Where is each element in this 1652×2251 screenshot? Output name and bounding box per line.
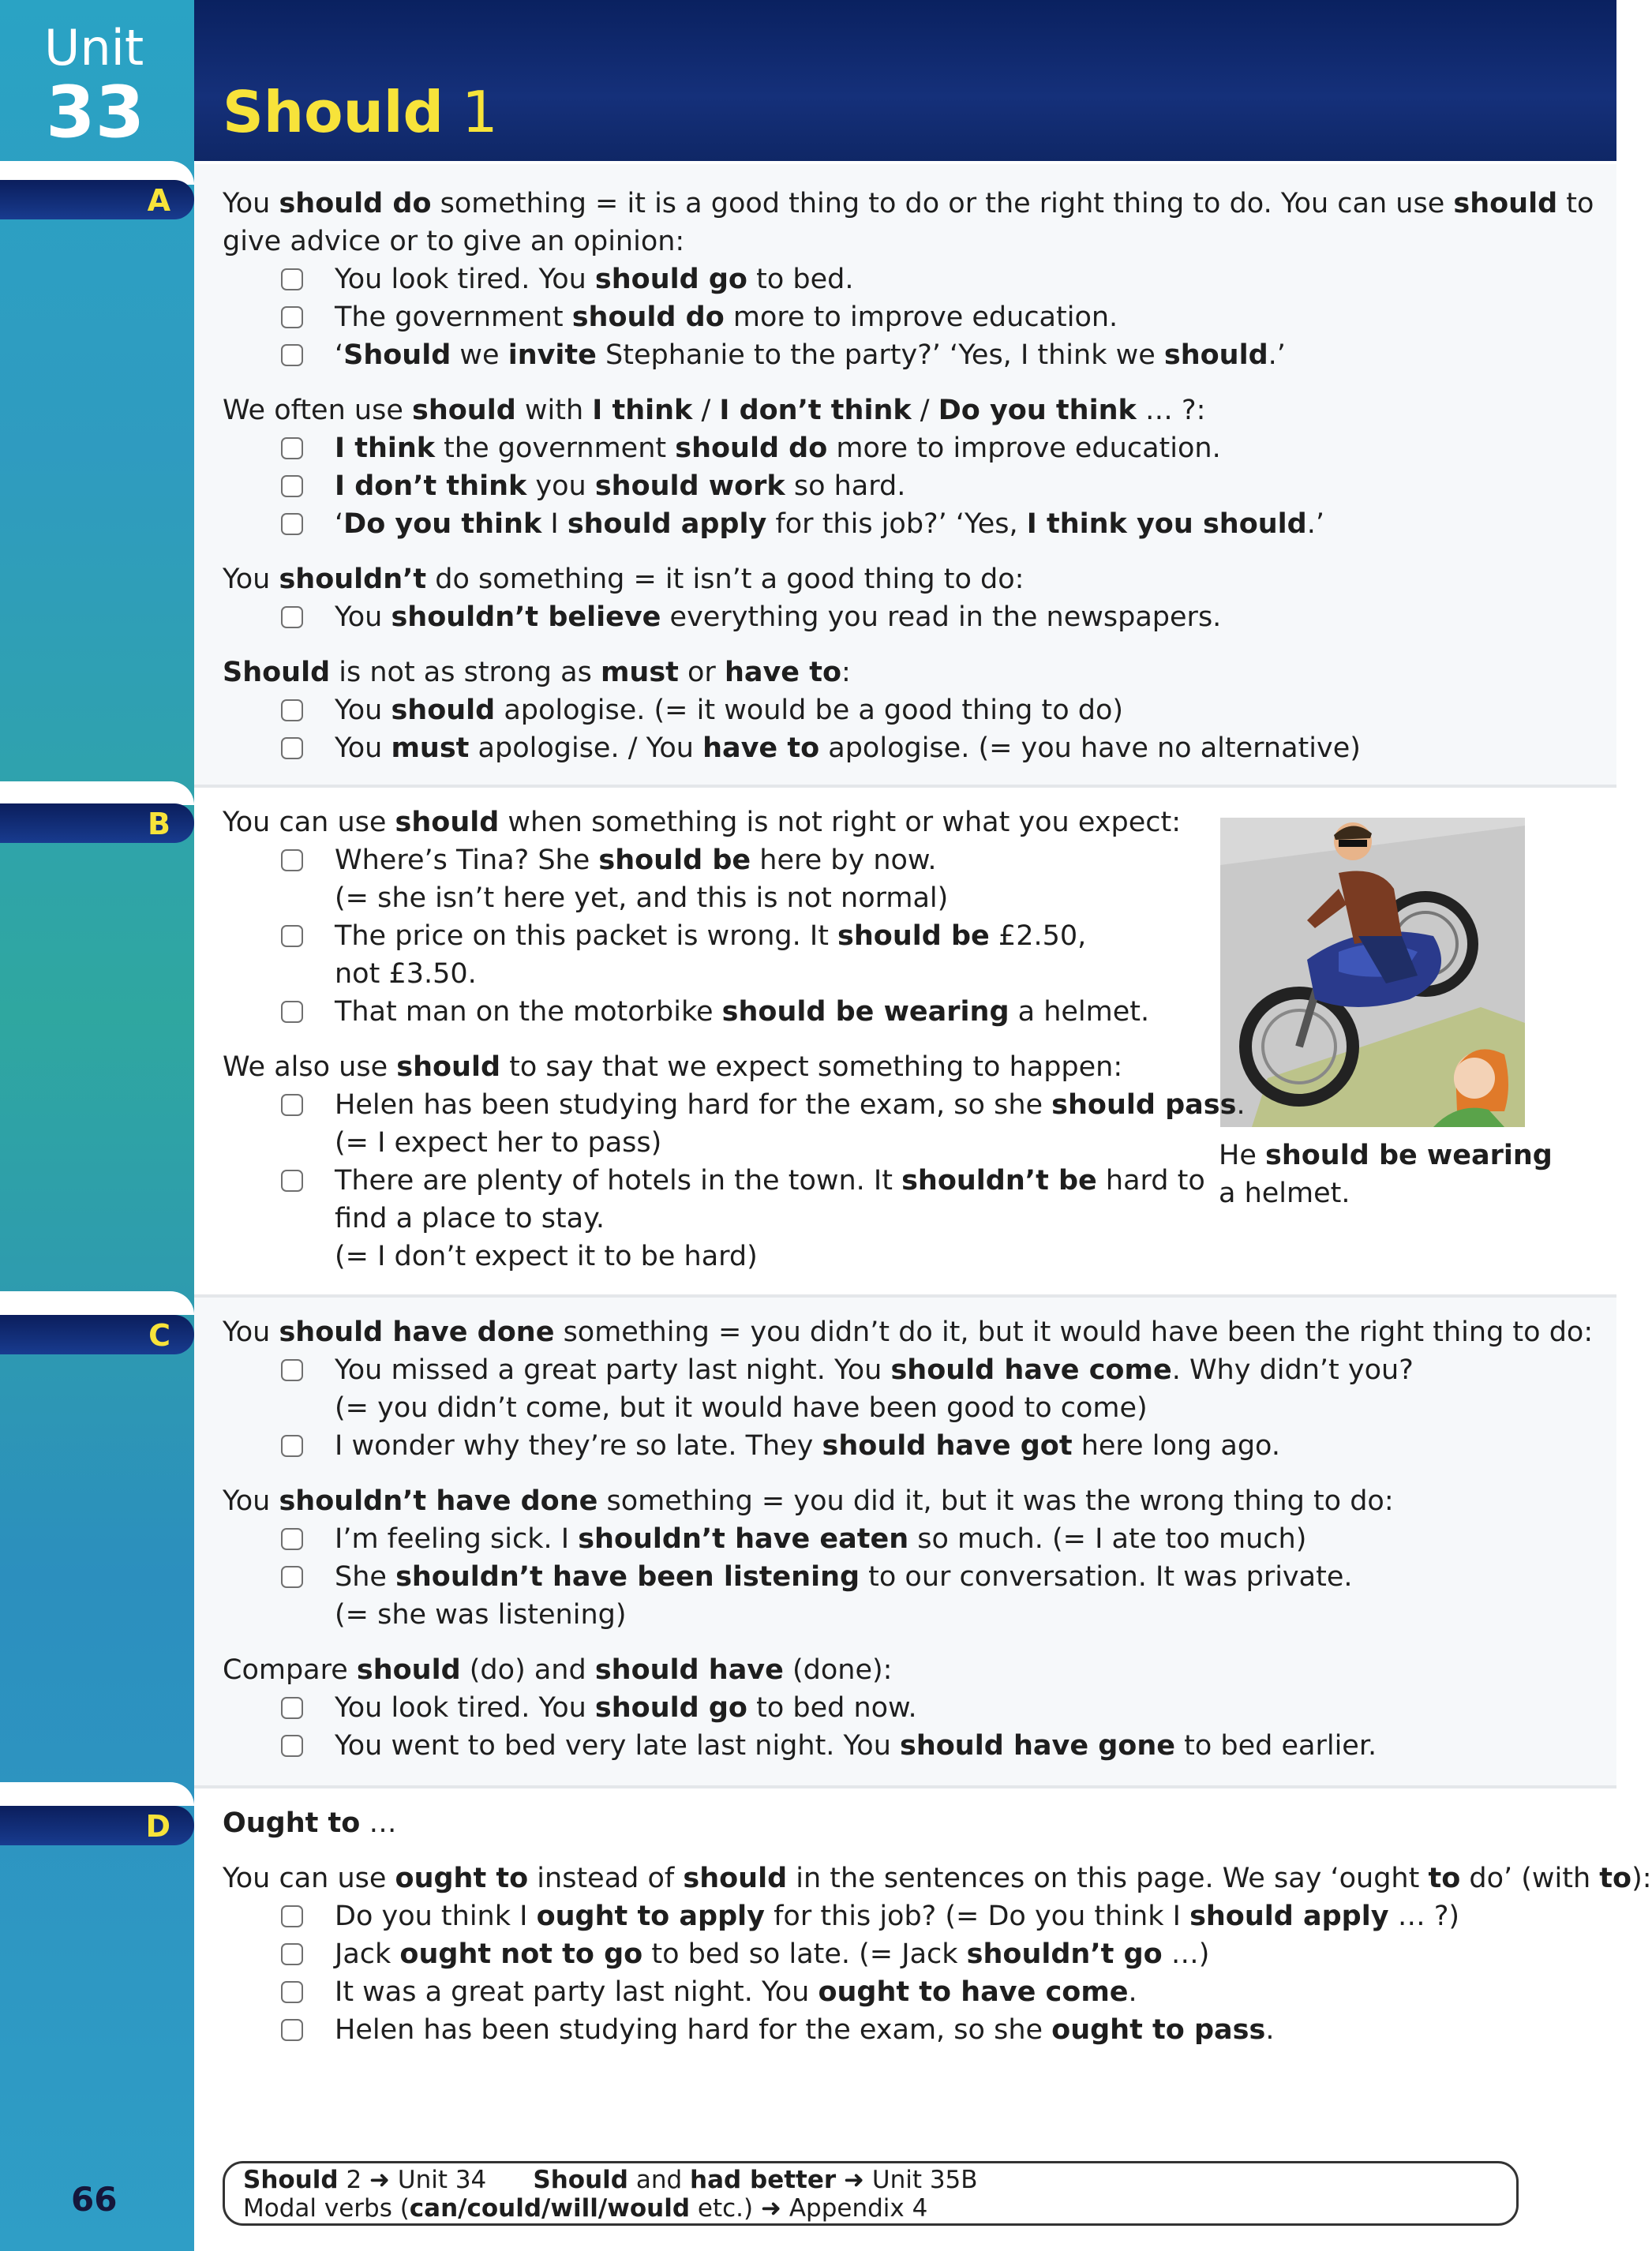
paragraph-line: Should is not as strong as must or have to:: [223, 657, 851, 688]
example-bullet: [281, 606, 303, 628]
paragraph-line: give advice or to give an opinion:: [223, 226, 685, 257]
example-sentence: You look tired. You should go to bed now.: [335, 1692, 917, 1724]
example-bullet: [281, 344, 303, 366]
example-sentence: Helen has been studying hard for the exam, so she should pass.: [335, 1089, 1246, 1121]
example-sentence: ‘Should we invite Stephanie to the party?’ ‘Yes, I think we should.’: [335, 339, 1286, 371]
example-bullet: [281, 1094, 303, 1116]
example-continuation: (= I don’t expect it to be hard): [335, 1241, 758, 1272]
page-number: 66: [71, 2180, 118, 2219]
paragraph-line: Compare should (do) and should have (done):: [223, 1654, 893, 1686]
example-sentence: You shouldn’t believe everything you read in the newspapers.: [335, 601, 1222, 633]
example-continuation: (= she isn’t here yet, and this is not normal): [335, 882, 949, 914]
paragraph-line: You can use should when something is not right or what you expect:: [223, 807, 1182, 838]
example-bullet: [281, 1170, 303, 1192]
example-bullet: [281, 1943, 303, 1965]
section-tab-c: C: [0, 1315, 194, 1354]
example-bullet: [281, 925, 303, 947]
example-bullet: [281, 849, 303, 871]
cross-reference-line-2: Modal verbs (can/could/will/would etc.) ➜ Appendix 4: [243, 2194, 928, 2223]
example-sentence: She shouldn’t have been listening to our conversation. It was private.: [335, 1561, 1353, 1593]
example-bullet: [281, 1981, 303, 2003]
example-sentence: There are plenty of hotels in the town. It shouldn’t be hard to: [335, 1165, 1205, 1197]
paragraph-line: We often use should with I think / I don’t think / Do you think … ?:: [223, 395, 1206, 426]
example-continuation: (= you didn’t come, but it would have been good to come): [335, 1392, 1148, 1424]
example-bullet: [281, 1435, 303, 1457]
example-continuation: not £3.50.: [335, 958, 477, 990]
example-sentence: Do you think I ought to apply for this job? (= Do you think I should apply … ?): [335, 1901, 1460, 1932]
unit-label: Unit: [44, 19, 144, 77]
example-sentence: I’m feeling sick. I shouldn’t have eaten so much. (= I ate too much): [335, 1523, 1307, 1555]
paragraph-line: You shouldn’t do something = it isn’t a good thing to do:: [223, 564, 1025, 595]
illustration-caption-line2: a helmet.: [1219, 1178, 1350, 1209]
illustration-caption: He should be wearing: [1219, 1140, 1553, 1171]
example-bullet: [281, 1697, 303, 1719]
example-continuation: (= I expect her to pass): [335, 1127, 662, 1159]
example-bullet: [281, 1566, 303, 1588]
section-tab-a: A: [0, 180, 194, 219]
page-title: Should 1: [223, 79, 498, 145]
cross-reference-line-1: Should 2 ➜ Unit 34 Should and had better ➜ Unit 35B: [243, 2166, 978, 2194]
example-sentence: I wonder why they’re so late. They should have got here long ago.: [335, 1430, 1280, 1462]
example-bullet: [281, 475, 303, 497]
paragraph-line: You should have done something = you didn’t do it, but it would have been the right thing to do:: [223, 1317, 1594, 1348]
example-continuation: (= she was listening): [335, 1599, 627, 1631]
unit-number: 33: [46, 71, 145, 154]
example-bullet: [281, 1001, 303, 1023]
paragraph-line: We also use should to say that we expect something to happen:: [223, 1051, 1123, 1083]
example-sentence: Jack ought not to go to bed so late. (= Jack shouldn’t go …): [335, 1938, 1210, 1970]
example-bullet: [281, 1528, 303, 1550]
example-sentence: That man on the motorbike should be wearing a helmet.: [335, 996, 1150, 1028]
example-sentence: Where’s Tina? She should be here by now.: [335, 845, 937, 876]
example-sentence: You should apologise. (= it would be a good thing to do): [335, 695, 1124, 726]
sidebar-notch: [0, 1291, 194, 1315]
example-sentence: You must apologise. / You have to apologise. (= you have no alternative): [335, 732, 1361, 764]
section-tab-d: D: [0, 1806, 194, 1845]
paragraph-line: Ought to …: [223, 1807, 397, 1839]
example-sentence: You look tired. You should go to bed.: [335, 264, 854, 295]
example-continuation: find a place to stay.: [335, 1203, 605, 1234]
example-sentence: It was a great party last night. You ought to have come.: [335, 1976, 1137, 2008]
example-bullet: [281, 1735, 303, 1757]
example-sentence: You went to bed very late last night. You should have gone to bed earlier.: [335, 1730, 1377, 1762]
example-bullet: [281, 699, 303, 721]
example-sentence: The price on this packet is wrong. It should be £2.50,: [335, 920, 1087, 952]
example-sentence: I think the government should do more to improve education.: [335, 433, 1221, 464]
paragraph-line: You shouldn’t have done something = you did it, but it was the wrong thing to do:: [223, 1485, 1394, 1517]
example-sentence: You missed a great party last night. You should have come. Why didn’t you?: [335, 1354, 1414, 1386]
example-bullet: [281, 2019, 303, 2041]
example-bullet: [281, 513, 303, 535]
sidebar-notch: [0, 781, 194, 805]
paragraph-line: You can use ought to instead of should in the sentences on this page. We say ‘ought to do’ (with to):: [223, 1863, 1652, 1894]
sidebar-notch: [0, 1782, 194, 1806]
sidebar: [0, 0, 194, 2251]
motorbike-rider-illustration: [1220, 818, 1525, 1127]
example-bullet: [281, 437, 303, 459]
example-sentence: The government should do more to improve education.: [335, 302, 1118, 333]
example-bullet: [281, 268, 303, 290]
example-bullet: [281, 306, 303, 328]
example-bullet: [281, 1905, 303, 1927]
example-sentence: Helen has been studying hard for the exam, so she ought to pass.: [335, 2014, 1275, 2046]
example-bullet: [281, 1359, 303, 1381]
example-sentence: ‘Do you think I should apply for this job?’ ‘Yes, I think you should.’: [335, 508, 1324, 540]
example-sentence: I don’t think you should work so hard.: [335, 470, 906, 502]
section-tab-b: B: [0, 803, 194, 843]
example-bullet: [281, 737, 303, 759]
paragraph-line: You should do something = it is a good thing to do or the right thing to do. You can use should to: [223, 188, 1594, 219]
